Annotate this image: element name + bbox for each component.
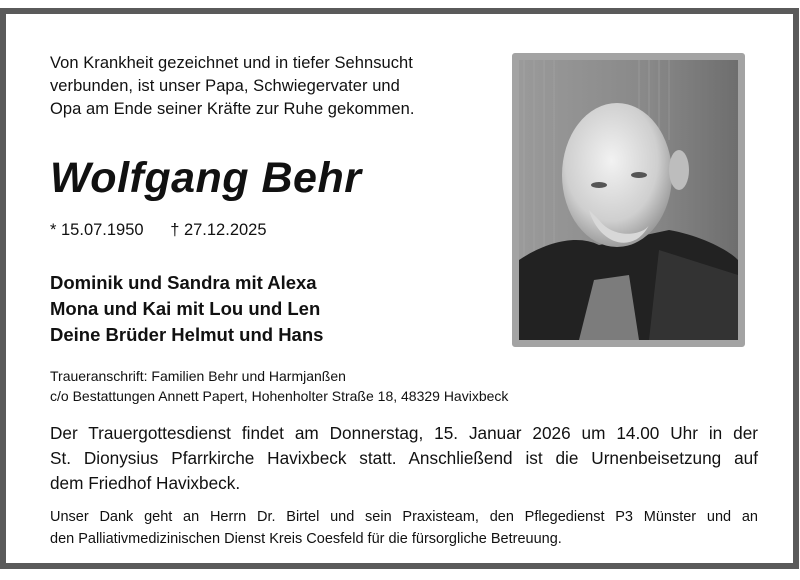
intro-line: verbunden, ist unser Papa, Schwiegervater und [50, 77, 400, 95]
thanks-note [50, 506, 758, 550]
mourning-address [50, 366, 508, 406]
service-line: Der Trauergottesdienst findet am Donnerstag, 15. Januar 2026 um 14.00 Uhr in der [50, 423, 758, 443]
portrait-photo [512, 53, 745, 347]
mourner-line: Dominik und Sandra mit Alexa [50, 272, 317, 293]
service-line: dem Friedhof Havixbeck. [50, 473, 241, 493]
address-line: c/o Bestattungen Annett Papert, Hohenholter Straße 18, 48329 Havixbeck [50, 388, 509, 404]
intro-text [50, 52, 470, 121]
deceased-name: Wolfgang Behr [50, 154, 362, 202]
mourner-line: Mona und Kai mit Lou und Len [50, 298, 321, 319]
mourners-list [50, 270, 323, 348]
thanks-line: Unser Dank geht an Herrn Dr. Birtel und sein Praxisteam, den Pflegedienst P3 Münster und an [50, 509, 758, 525]
portrait-image [519, 60, 738, 340]
intro-line: Opa am Ende seiner Kräfte zur Ruhe gekommen. [50, 100, 415, 118]
thanks-line: den Palliativmedizinischen Dienst Kreis Coesfeld für die fürsorgliche Betreuung. [50, 531, 562, 547]
intro-line: Von Krankheit gezeichnet und in tiefer Sehnsucht [50, 54, 413, 72]
address-line: Traueranschrift: Familien Behr und Harmjanßen [50, 368, 346, 384]
death-date: † 27.12.2025 [170, 221, 267, 239]
life-dates [50, 220, 267, 240]
service-line: St. Dionysius Pfarrkirche Havixbeck statt. Anschließend ist die Urnenbeisetzung auf [50, 448, 758, 468]
mourner-line: Deine Brüder Helmut und Hans [50, 324, 324, 345]
birth-date: * 15.07.1950 [50, 221, 144, 239]
funeral-service-info [50, 421, 758, 496]
